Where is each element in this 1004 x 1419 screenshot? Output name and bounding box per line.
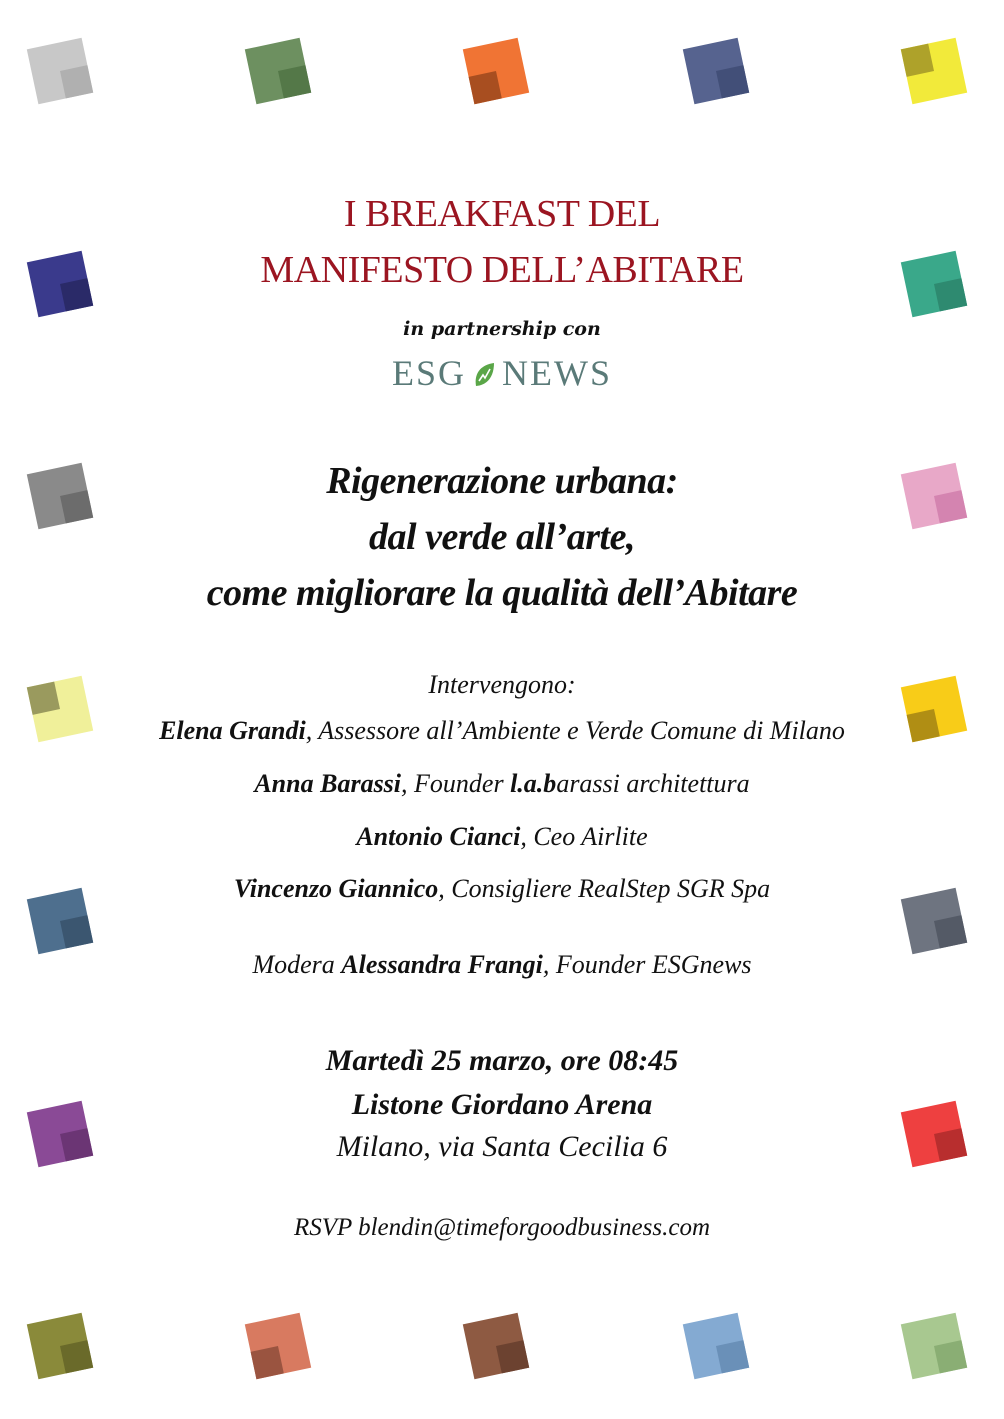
event-subject	[0, 453, 1004, 621]
subject-line-1: Rigenerazione urbana:	[326, 460, 678, 502]
speaker-role: , Founder	[401, 769, 511, 798]
tile-bottom-2	[245, 1313, 311, 1379]
tile-bottom-4	[683, 1313, 749, 1379]
event-venue: Listone Giordano Arena	[351, 1088, 653, 1121]
partnership-label: in partnership con	[403, 318, 601, 340]
tile-inner	[469, 71, 502, 104]
tile-inner	[934, 915, 967, 948]
subject-line-3: come migliorare la qualità dell’Abitare	[206, 572, 798, 614]
speaker-name: Antonio Cianci	[356, 822, 521, 851]
speaker-role: , Ceo Airlite	[520, 822, 648, 851]
speakers-intro: Intervengono:	[428, 670, 576, 699]
rsvp-contact[interactable]: RSVP blendin@timeforgoodbusiness.com	[293, 1214, 710, 1241]
event-address: Milano, via Santa Cecilia 6	[336, 1130, 668, 1163]
title-line-2: MANIFESTO DELL’ABITARE	[260, 249, 744, 291]
tile-top-2	[245, 38, 311, 104]
moderator-row	[0, 950, 1004, 980]
tile-inner	[278, 65, 311, 98]
tile-bottom-3	[463, 1313, 529, 1379]
speaker-role: arassi architettura	[556, 769, 750, 798]
title-line-1: I BREAKFAST DEL	[343, 193, 661, 235]
logo-text-left: ESG	[391, 353, 466, 393]
tile-inner	[496, 1340, 529, 1373]
speaker-name: Elena Grandi	[159, 716, 306, 745]
tile-inner	[60, 1340, 93, 1373]
tile-inner	[60, 65, 93, 98]
subject-line-2: dal verde all’arte,	[369, 516, 635, 558]
tile-top-3	[463, 38, 529, 104]
leaf-icon	[472, 355, 496, 381]
tile-top-5	[901, 38, 967, 104]
speaker-role: , Assessore all’Ambiente e Verde Comune di Milano	[305, 716, 845, 745]
moderator-role: , Founder ESGnews	[542, 950, 752, 979]
speaker-role-bold: l.a.b	[510, 769, 557, 798]
speaker-role: , Consigliere RealStep SGR Spa	[438, 874, 771, 903]
speaker-row	[0, 822, 1004, 852]
tile-inner	[716, 65, 749, 98]
speaker-row	[0, 716, 1004, 746]
moderator-name: Alessandra Frangi	[341, 950, 543, 979]
tile-bottom-5	[901, 1313, 967, 1379]
speaker-name: Anna Barassi	[254, 769, 402, 798]
speaker-row	[0, 769, 1004, 799]
tile-inner	[901, 44, 934, 77]
tile-bottom-1	[27, 1313, 93, 1379]
esg-news-logo	[0, 352, 1004, 394]
logo-text-right: NEWS	[502, 353, 612, 393]
tile-inner	[60, 915, 93, 948]
tile-top-1	[27, 38, 93, 104]
speaker-row	[0, 874, 1004, 904]
moderator-prefix: Modera	[252, 950, 342, 979]
tile-top-4	[683, 38, 749, 104]
tile-inner	[716, 1340, 749, 1373]
speaker-name: Vincenzo Giannico	[233, 874, 439, 903]
event-title	[0, 186, 1004, 298]
tile-inner	[934, 1340, 967, 1373]
tile-inner	[251, 1346, 284, 1379]
event-date: Martedì 25 marzo, ore 08:45	[325, 1044, 679, 1077]
